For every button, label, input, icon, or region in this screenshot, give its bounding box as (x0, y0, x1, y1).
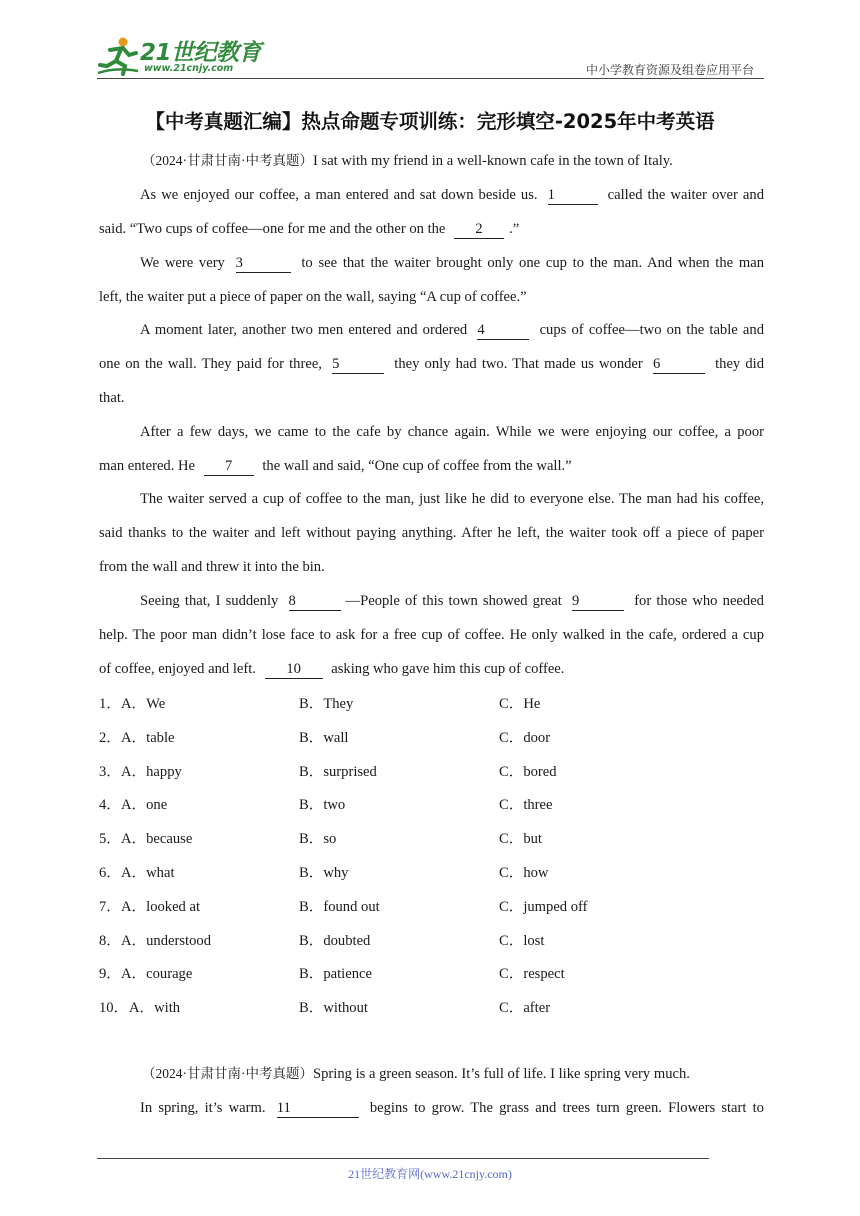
passage1-line: said thanks to the waiter and left without paying anything. After he left, the waiter took off a piece of paper (99, 525, 764, 541)
passage1-line: We were very 3 to see that the waiter brought only one cup to the man. And when the man (140, 255, 764, 271)
blank-2[interactable]: 2 (454, 221, 504, 239)
passage1-line: said. “Two cups of coffee—one for me and the other on the 2 .” (99, 221, 520, 237)
option-b[interactable]: B．why (299, 865, 349, 881)
option-c[interactable]: C．how (499, 865, 549, 881)
option-a[interactable]: A．with (129, 1000, 181, 1016)
blank-5[interactable]: 5 (332, 356, 384, 374)
option-c[interactable]: C．jumped off (499, 899, 588, 915)
footer-divider (97, 1158, 709, 1159)
question-number: 7． (99, 899, 121, 915)
passage2-line: In spring, it’s warm. 11 begins to grow. The grass and trees turn green. Flowers start to (140, 1100, 764, 1116)
option-b[interactable]: B．found out (299, 899, 380, 915)
passage1-line: left, the waiter put a piece of paper on the wall, saying “A cup of coffee.” (99, 289, 527, 305)
blank-4[interactable]: 4 (477, 322, 529, 340)
sentence: I sat with my friend in a well-known cafe in the town of Italy. (313, 153, 673, 169)
option-c[interactable]: C．He (499, 696, 541, 712)
option-b[interactable]: B．patience (299, 966, 372, 982)
option-b[interactable]: B．so (299, 831, 337, 847)
blank-9[interactable]: 9 (572, 593, 624, 611)
option-a[interactable]: A．what (121, 865, 175, 881)
passage1-line: Seeing that, I suddenly 8 —People of this town showed great 9 for those who needed (140, 593, 764, 609)
logo-text: 21世纪教育 (140, 40, 262, 66)
option-a[interactable]: A．happy (121, 764, 182, 780)
option-c[interactable]: C．door (499, 730, 551, 746)
passage1-line: As we enjoyed our coffee, a man entered and sat down beside us. 1 called the waiter over and (140, 187, 765, 203)
question-number: 10． (99, 1000, 129, 1016)
blank-3[interactable]: 3 (236, 255, 291, 273)
option-b[interactable]: B．wall (299, 730, 349, 746)
option-c[interactable]: C．bored (499, 764, 557, 780)
header-platform-name: 中小学教育资源及组卷应用平台 (585, 63, 754, 77)
page-title: 【中考真题汇编】热点命题专项训练：完形填空-2025年中考英语 (145, 110, 715, 133)
option-c[interactable]: C．but (499, 831, 542, 847)
option-c[interactable]: C．respect (499, 966, 565, 982)
option-b[interactable]: B．doubted (299, 933, 371, 949)
question-number: 8． (99, 933, 121, 949)
header-divider (97, 78, 764, 79)
question-number: 6． (99, 865, 121, 881)
option-a[interactable]: A．understood (121, 933, 211, 949)
option-b[interactable]: B．They (299, 696, 354, 712)
option-b[interactable]: B．surprised (299, 764, 377, 780)
passage1-line: A moment later, another two men entered and ordered 4 cups of coffee—two on the table and (140, 322, 764, 338)
runner-logo-icon (96, 36, 140, 76)
question-number: 4． (99, 797, 121, 813)
passage1-line: help. The poor man didn’t lose face to ask for a free cup of coffee. He only walked in the cafe, ordered a cup (99, 627, 764, 643)
question-number: 3． (99, 764, 121, 780)
option-c[interactable]: C．after (499, 1000, 551, 1016)
option-a[interactable]: A．We (121, 696, 166, 712)
blank-1[interactable]: 1 (548, 187, 598, 205)
option-b[interactable]: B．two (299, 797, 346, 813)
option-c[interactable]: C．lost (499, 933, 545, 949)
passage1-line: After a few days, we came to the cafe by chance again. While we were enjoying our coffee, a poor (140, 424, 764, 440)
option-a[interactable]: A．table (121, 730, 175, 746)
option-a[interactable]: A．courage (121, 966, 193, 982)
passage2-intro: （2024·甘肃甘南·中考真题）Spring is a green season. It’s full of life. I like spring very much. (142, 1066, 690, 1082)
option-b[interactable]: B．without (299, 1000, 368, 1016)
question-number: 1． (99, 696, 121, 712)
blank-6[interactable]: 6 (653, 356, 705, 374)
footer-site[interactable]: 21世纪教育网(www.21cnjy.com) (348, 1167, 512, 1181)
option-a[interactable]: A．one (121, 797, 168, 813)
option-c[interactable]: C．three (499, 797, 553, 813)
blank-10[interactable]: 10 (265, 661, 323, 679)
question-number: 2． (99, 730, 121, 746)
blank-7[interactable]: 7 (204, 458, 254, 476)
blank-8[interactable]: 8 (289, 593, 341, 611)
passage1-line: that. (99, 390, 125, 406)
passage1-line: one on the wall. They paid for three, 5 they only had two. That made us wonder 6 they did (99, 356, 765, 372)
passage1-line: man entered. He 7 the wall and said, “One cup of coffee from the wall.” (99, 458, 572, 474)
passage1-line: from the wall and threw it into the bin. (99, 559, 325, 575)
question-number: 9． (99, 966, 121, 982)
source-tag: （2024·甘肃甘南·中考真题） (142, 153, 313, 168)
option-a[interactable]: A．because (121, 831, 193, 847)
logo-url: www.21cnjy.com (144, 63, 234, 74)
blank-11[interactable]: 11 (277, 1100, 359, 1118)
question-number: 5． (99, 831, 121, 847)
source-tag: （2024·甘肃甘南·中考真题） (142, 1066, 313, 1081)
passage1-line: The waiter served a cup of coffee to the man, just like he did to everyone else. The man had his coffee, (140, 491, 764, 507)
site-logo (96, 36, 266, 78)
passage1-line: of coffee, enjoyed and left. 10 asking who gave him this cup of coffee. (99, 661, 565, 677)
option-a[interactable]: A．looked at (121, 899, 201, 915)
passage1-intro (142, 151, 673, 171)
